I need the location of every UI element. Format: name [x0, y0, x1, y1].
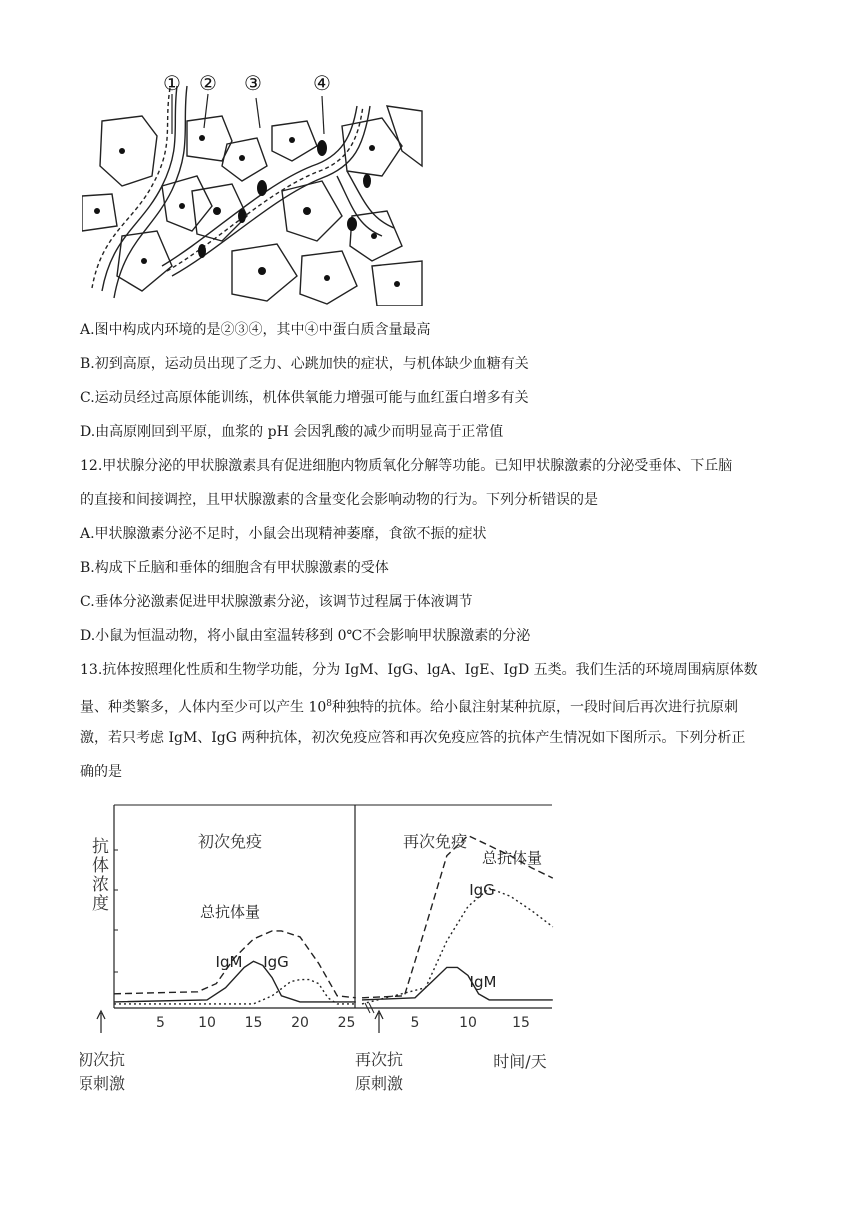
series-label-primary-1: IgM	[215, 953, 243, 971]
panel-title-primary: 初次免疫	[197, 832, 263, 851]
stimulus-label-secondary-1: 原刺激	[354, 1074, 404, 1093]
q13-line2-exponent: 8	[326, 699, 332, 709]
q13-line2-post: 种独特的抗体。给小鼠注射某种抗原，一段时间后再次进行抗原刺	[332, 699, 738, 716]
x-tick-secondary-2: 15	[512, 1015, 530, 1031]
stimulus-label-secondary-0: 再次抗	[354, 1050, 404, 1069]
series-label-primary-0: 总抗体量	[199, 903, 261, 921]
panel-title-secondary: 再次免疫	[402, 832, 468, 851]
label-2: ②	[199, 71, 217, 95]
q12-option-c: C.垂体分泌激素促进甲状腺激素分泌，该调节过程属于体液调节	[80, 594, 473, 610]
series-line-secondary-2	[362, 967, 553, 1000]
series-line-primary-2	[114, 980, 356, 1004]
x-tick-secondary-1: 10	[459, 1015, 477, 1031]
q13-line2-pre: 量、种类繁多，人体内至少可以产生 10	[80, 699, 327, 716]
x-tick-secondary-0: 5	[410, 1015, 420, 1031]
q12-stem-line1: 12.甲状腺分泌的甲状腺激素具有促进细胞内物质氧化分解等功能。已知甲状腺激素的分泌受垂体、下丘脑	[80, 458, 733, 474]
y-axis-label: 抗体浓度	[88, 837, 108, 913]
series-label-secondary-0: 总抗体量	[481, 849, 543, 867]
q11-option-d: D.由高原刚回到平原，血浆的 pH 会因乳酸的减少而明显高于正常值	[80, 424, 504, 440]
label-1: ①	[163, 71, 181, 95]
series-label-secondary-2: IgM	[469, 973, 497, 991]
series-line-secondary-1	[362, 888, 553, 1004]
label-4: ④	[313, 71, 331, 95]
q13-stem-line2	[80, 694, 738, 718]
series-label-primary-2: IgG	[263, 953, 289, 971]
q13-stem-line3: 激，若只考虑 IgM、IgG 两种抗体，初次免疫应答和再次免疫应答的抗体产生情况如下图所示。下列分析正	[80, 730, 746, 746]
stimulus-label-primary-1: 原刺激	[80, 1074, 126, 1093]
q11-option-b: B.初到高原，运动员出现了乏力、心跳加快的症状，与机体缺少血糖有关	[80, 356, 529, 372]
q12-option-d: D.小鼠为恒温动物，将小鼠由室温转移到 0℃不会影响甲状腺激素的分泌	[80, 628, 531, 644]
q13-stem-line4: 确的是	[80, 764, 122, 780]
x-tick-primary-0: 5	[156, 1015, 165, 1031]
q11-option-a: A.图中构成内环境的是②③④，其中④中蛋白质含量最高	[80, 322, 431, 338]
antibody-chart-svg	[80, 795, 560, 1105]
q13-stem-line1: 13.抗体按照理化性质和生物学功能，分为 IgM、IgG、lgA、IgE、IgD 五类。我们生活的环境周围病原体数	[80, 662, 758, 678]
stimulus-label-primary-0: 初次抗	[80, 1050, 126, 1069]
x-tick-primary-1: 10	[198, 1015, 216, 1031]
label-3: ③	[244, 71, 262, 95]
x-axis-label: 时间/天	[493, 1052, 547, 1071]
q12-stem-line2: 的直接和间接调控，且甲状腺激素的含量变化会影响动物的行为。下列分析错误的是	[80, 492, 598, 508]
series-label-secondary-1: IgG	[469, 881, 495, 899]
tissue-cell-diagram	[82, 66, 424, 306]
x-tick-primary-3: 20	[291, 1015, 309, 1031]
x-tick-primary-4: 25	[337, 1015, 356, 1031]
q11-option-c: C.运动员经过高原体能训练，机体供氧能力增强可能与血红蛋白增多有关	[80, 390, 529, 406]
q12-option-a: A.甲状腺激素分泌不足时，小鼠会出现精神萎靡，食欲不振的症状	[80, 526, 487, 542]
q12-option-b: B.构成下丘脑和垂体的细胞含有甲状腺激素的受体	[80, 560, 389, 576]
antibody-chart	[80, 795, 560, 1105]
x-tick-primary-2: 15	[244, 1015, 263, 1031]
